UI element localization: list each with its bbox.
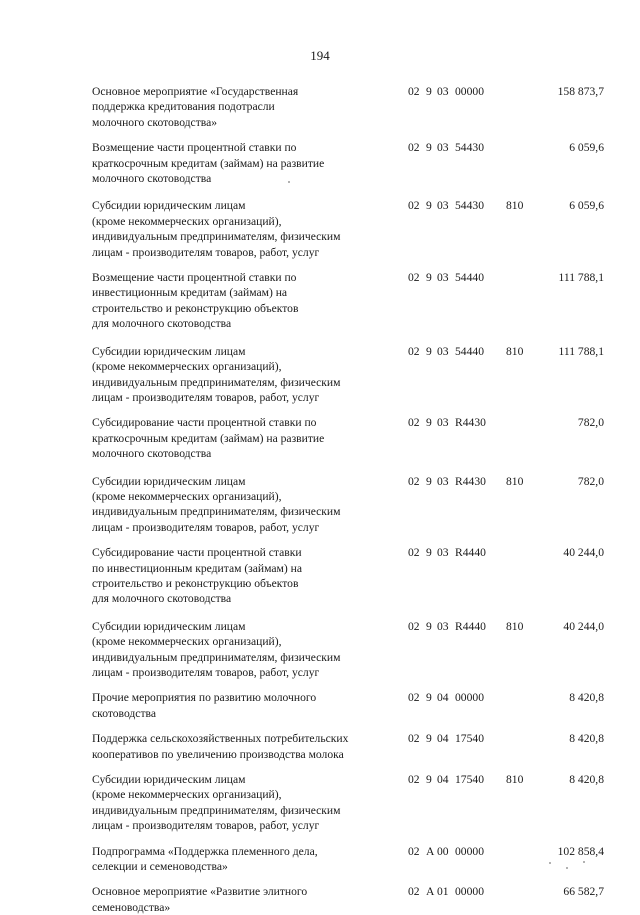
row-name: Основное мероприятие «Государственная поддержка кредитования подотрасли молочного скотоводства» [92, 85, 299, 129]
budget-row [92, 731, 612, 762]
code-program: 02 [408, 732, 420, 746]
row-code [408, 270, 536, 285]
code-program: 02 [408, 619, 420, 633]
code-program: 02 [408, 474, 420, 488]
code-subprogram: 9 [426, 619, 432, 633]
code-program: 02 [408, 85, 420, 98]
row-name: Субсидии юридическим лицам (кроме некоммерческих организаций), индивидуальным предпринимателям, физическим лицам - производителям товаров, работ, услуг [92, 619, 341, 679]
code-main-event: 03 [437, 416, 449, 430]
code-program: 02 [408, 344, 420, 358]
code-direction: 17540 [455, 773, 484, 787]
code-direction: 00000 [455, 844, 484, 858]
code-direction: 17540 [455, 732, 484, 746]
row-amount: 40 244,0 [563, 546, 604, 560]
scan-speck [566, 867, 568, 869]
budget-row [92, 84, 612, 130]
row-amount: 158 873,7 [557, 85, 604, 98]
row-amount: 40 244,0 [563, 619, 604, 633]
code-expense-type: 810 [506, 344, 524, 358]
code-program: 02 [408, 199, 420, 213]
row-name: Прочие мероприятия по развитию молочного скотоводства [92, 691, 317, 720]
row-name: Основное мероприятие «Развитие элитного семеноводства» [92, 885, 308, 914]
row-amount: 8 420,8 [569, 773, 604, 787]
code-subprogram: 9 [426, 344, 432, 358]
code-expense-type: 810 [506, 619, 524, 633]
row-code [408, 415, 536, 430]
row-name: Субсидии юридическим лицам (кроме некоммерческих организаций), индивидуальным предпринимателям, физическим лицам - производителям товаров, работ, услуг [92, 773, 341, 833]
row-amount: 782,0 [577, 474, 604, 488]
code-subprogram: 9 [426, 416, 432, 430]
code-expense-type: 810 [506, 474, 524, 488]
code-subprogram: 9 [426, 691, 432, 705]
budget-row [92, 415, 612, 461]
budget-row [92, 844, 612, 875]
scan-speck [288, 181, 290, 183]
row-code [408, 884, 536, 899]
code-main-event: 03 [437, 344, 449, 358]
row-name: Субсидии юридическим лицам (кроме некоммерческих организаций), индивидуальным предпринимателям, физическим лицам - производителям товаров, работ, услуг [92, 474, 341, 534]
code-direction: R4430 [455, 416, 486, 430]
code-direction: R4440 [455, 619, 486, 633]
code-main-event: 04 [437, 691, 449, 705]
code-direction: 54430 [455, 141, 484, 155]
budget-row [92, 545, 612, 607]
code-program: 02 [408, 271, 420, 285]
code-direction: 54440 [455, 271, 484, 285]
code-program: 02 [408, 141, 420, 155]
row-name: Субсидии юридическим лицам (кроме некоммерческих организаций), индивидуальным предпринимателям, физическим лицам - производителям товаров, работ, услуг [92, 344, 341, 404]
code-main-event: 03 [437, 619, 449, 633]
code-main-event: 03 [437, 199, 449, 213]
budget-row [92, 474, 612, 536]
budget-row [92, 619, 612, 681]
code-subprogram: 9 [426, 141, 432, 155]
code-expense-type: 810 [506, 199, 524, 213]
row-code [408, 545, 536, 560]
code-main-event: 04 [437, 732, 449, 746]
budget-table [92, 84, 612, 915]
row-name: Возмещение части процентной ставки по краткосрочным кредитам (займам) на развитие молочного скотоводства [92, 141, 325, 186]
code-program: 02 [408, 885, 420, 899]
budget-row [92, 270, 612, 332]
code-subprogram: А [426, 844, 435, 858]
row-name: Субсидии юридическим лицам (кроме некоммерческих организаций), индивидуальным предпринимателям, физическим лицам - производителям товаров, работ, услуг [92, 199, 341, 259]
row-code [408, 344, 536, 359]
budget-row [92, 198, 612, 260]
row-name: Субсидирование части процентной ставки по краткосрочным кредитам (займам) на развитие молочного скотоводства [92, 416, 325, 461]
code-main-event: 03 [437, 85, 449, 98]
row-code [408, 474, 536, 489]
code-subprogram: А [426, 885, 435, 899]
row-amount: 6 059,6 [569, 141, 604, 155]
row-amount: 8 420,8 [569, 732, 604, 746]
code-expense-type: 810 [506, 773, 524, 787]
code-main-event: 03 [437, 271, 449, 285]
budget-row [92, 772, 612, 834]
row-amount: 111 788,1 [558, 271, 604, 285]
code-subprogram: 9 [426, 199, 432, 213]
row-amount: 782,0 [577, 416, 604, 430]
code-main-event: 03 [437, 141, 449, 155]
code-subprogram: 9 [426, 773, 432, 787]
code-direction: 00000 [455, 85, 484, 98]
row-name: Подпрограмма «Поддержка племенного дела, селекции и семеноводства» [92, 844, 318, 874]
code-direction: R4430 [455, 474, 486, 488]
budget-row [92, 690, 612, 721]
row-name: Поддержка сельскохозяйственных потребительских кооперативов по увеличению производства молока [92, 732, 349, 761]
code-program: 02 [408, 546, 420, 560]
row-amount: 111 788,1 [558, 344, 604, 358]
row-amount: 102 858,4 [557, 844, 604, 858]
code-subprogram: 9 [426, 474, 432, 488]
budget-row [92, 884, 612, 915]
code-subprogram: 9 [426, 271, 432, 285]
budget-row [92, 344, 612, 406]
scan-speck [549, 862, 551, 864]
row-code [408, 198, 536, 213]
budget-row [92, 140, 612, 186]
code-program: 02 [408, 691, 420, 705]
code-direction: R4440 [455, 546, 486, 560]
code-program: 02 [408, 773, 420, 787]
scan-speck [583, 861, 585, 863]
code-direction: 00000 [455, 691, 484, 705]
code-main-event: 00 [437, 844, 449, 858]
code-direction: 00000 [455, 885, 484, 899]
code-subprogram: 9 [426, 85, 432, 98]
code-main-event: 01 [437, 885, 449, 899]
row-code [408, 619, 536, 634]
row-code [408, 140, 536, 155]
row-amount: 66 582,7 [563, 885, 604, 899]
row-code [408, 731, 536, 746]
row-code [408, 84, 536, 99]
row-name: Возмещение части процентной ставки по инвестиционным кредитам (займам) на строительство и реконструкцию объектов для молочного скотоводства [92, 271, 299, 331]
code-subprogram: 9 [426, 546, 432, 560]
code-program: 02 [408, 844, 420, 858]
code-subprogram: 9 [426, 732, 432, 746]
page-number: 194 [310, 48, 330, 63]
row-code [408, 690, 536, 705]
code-program: 02 [408, 416, 420, 430]
row-code [408, 844, 536, 859]
code-main-event: 04 [437, 773, 449, 787]
code-direction: 54430 [455, 199, 484, 213]
row-amount: 6 059,6 [569, 199, 604, 213]
row-code [408, 772, 536, 787]
row-name: Субсидирование части процентной ставки по инвестиционным кредитам (займам) на строительство и реконструкцию объектов для молочного скотоводства [92, 546, 302, 606]
code-main-event: 03 [437, 474, 449, 488]
code-direction: 54440 [455, 344, 484, 358]
code-main-event: 03 [437, 546, 449, 560]
row-amount: 8 420,8 [569, 691, 604, 705]
